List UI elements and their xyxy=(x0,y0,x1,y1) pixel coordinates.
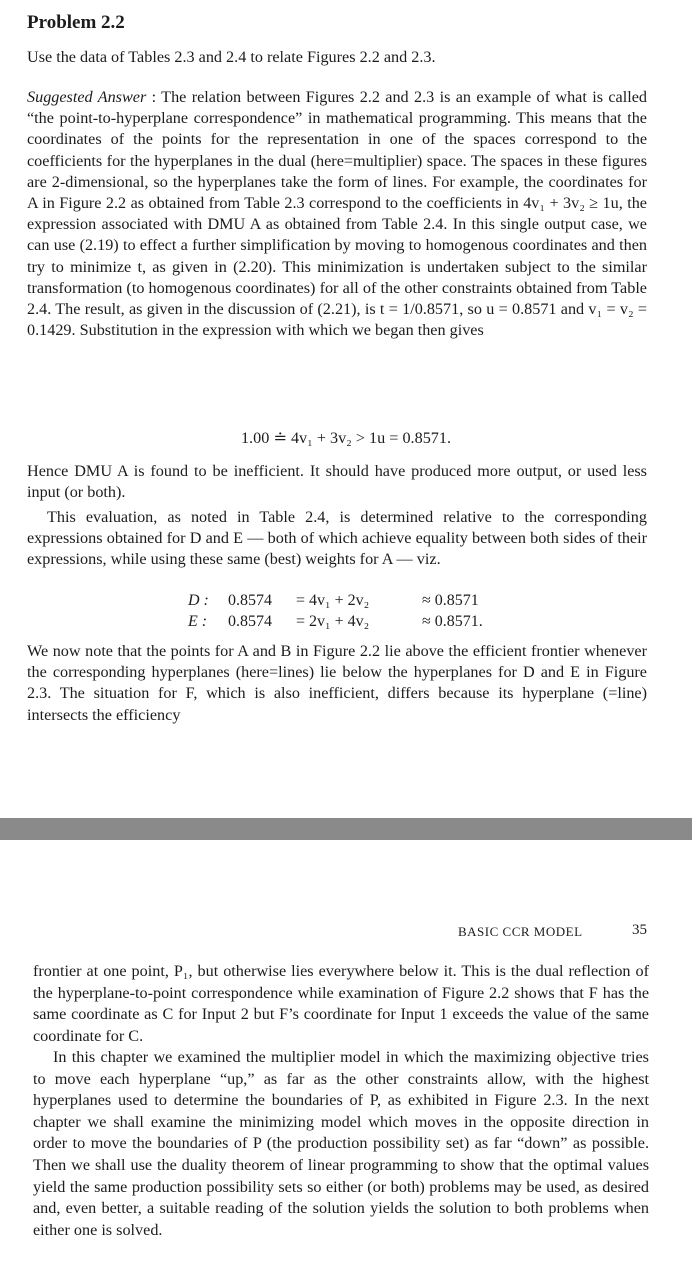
equation-row-e xyxy=(188,611,483,632)
equation-row-d xyxy=(188,590,483,611)
problem-heading: Problem 2.2 xyxy=(27,12,125,33)
eq-expr: = 2v₁ + 4v₂ xyxy=(296,613,370,630)
main-equation: 1.00 ≐ 4v₁ + 3v₂ > 1u = 0.8571. xyxy=(240,429,452,447)
running-head: BASIC CCR MODEL xyxy=(458,924,583,939)
eq-dmu: E : xyxy=(188,613,208,630)
eq-expr: = 4v₁ + 2v₂ xyxy=(296,592,370,609)
paragraph-note: We now note that the points for A and B in Figure 2.2 lie above the efficient frontier whenever the corresponding hyperplanes (here=lines) lie below the hyperplanes for D and E in Figure 2.3. The situation for F, which is also inefficient, differs because its hyperplane (=line) intersects the efficiency xyxy=(27,642,647,724)
paragraph-inefficient: Hence DMU A is found to be inefficient. It should have produced more output, or used less input (or both). xyxy=(27,462,647,502)
paragraph-evaluation: This evaluation, as noted in Table 2.4, is determined relative to the corresponding expressions obtained for D and E — both of which achieve equality between both sides of their expressions, while using these same (best) weights for A — viz. xyxy=(27,508,647,569)
suggested-answer xyxy=(27,87,647,341)
problem-prompt: Use the data of Tables 2.3 and 2.4 to relate Figures 2.2 and 2.3. xyxy=(27,48,436,66)
paragraph-chapter: In this chapter we examined the multiplier model in which the maximizing objective tries to move each hyperplane “up,” as far as the other constraints allow, with the highest hyperplanes used to determine the boundaries of P, as exhibited in Figure 2.3. In the next chapter we shall examine the minimizing model which moves in the opposite direction in order to move the boundaries of P (the production possibility set) as far “down” as possible. Then we shall use the duality theorem of linear programming to show that the optimal values yield the same production possibility sets so either (or both) problems may be used, as desired and, even better, a suitable reading of the solution yields the solution to both problems when either one is solved. xyxy=(33,1048,649,1239)
answer-label: Suggested Answer xyxy=(27,88,147,106)
equation-table xyxy=(188,590,483,632)
answer-body: : The relation between Figures 2.2 and 2.3 is an example of what is called “the point-to-hyperplane correspondence” in mathematical programming. This means that the coordinates of the points for the representation in one of the spaces correspond to the coefficients for the hyperplanes in the dual (here=multiplier) space. The spaces in these figures are 2-dimensional, so the hyperplanes take the form of lines. For example, the coordinates for A in Figure 2.2 as obtained from Table 2.3 correspond to the coefficients in 4v₁ + 3v₂ ≥ 1u, the expression associated with DMU A as obtained from Table 2.4. In this single output case, we can use (2.19) to effect a further simplification by moving to homogenous coordinates and then try to minimize t, as given in (2.20). This minimization is undertaken subject to the similar transformation (to homogenous coordinates) for all of the other constraints obtained from Table 2.4. The result, as given in the discussion of (2.21), is t = 1/0.8571, so u = 0.8571 and v₁ = v₂ = 0.1429. Substitution in the expression with which we began then gives xyxy=(27,88,648,340)
eq-approx: ≈ 0.8571 xyxy=(422,592,479,609)
page-divider xyxy=(0,818,692,840)
eq-value: 0.8574 xyxy=(228,613,272,630)
page-number: 35 xyxy=(632,922,647,938)
eq-dmu: D : xyxy=(188,592,209,609)
paragraph-frontier: frontier at one point, P₁, but otherwise lies everywhere below it. This is the dual reflection of the hyperplane-to-point correspondence while examination of Figure 2.2 shows that F has the same coordinate as C for Input 2 but F’s coordinate for Input 1 exceeds the value of the same coordinate for C. xyxy=(33,962,649,1045)
eq-value: 0.8574 xyxy=(228,592,272,609)
eq-approx: ≈ 0.8571. xyxy=(422,613,483,630)
